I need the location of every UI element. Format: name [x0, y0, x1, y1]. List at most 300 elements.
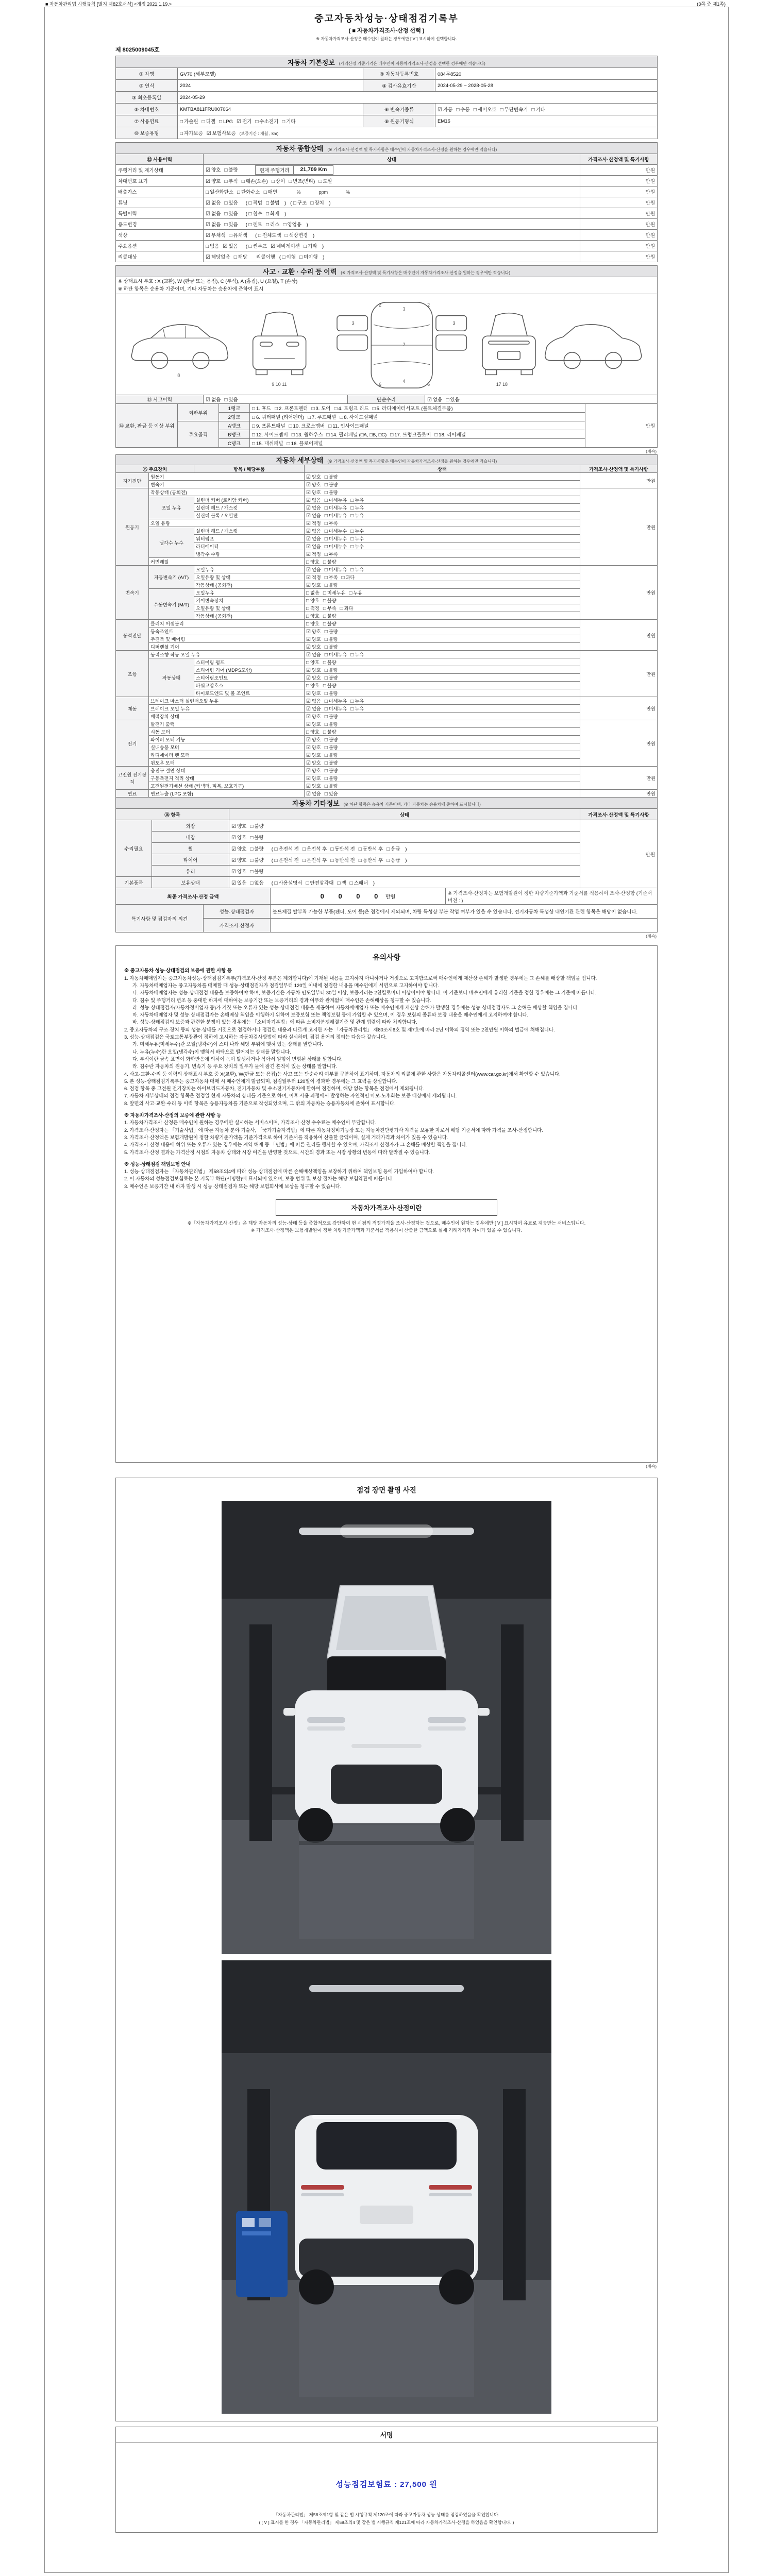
notice-line: 가. 미세누유(미세누수)란 오일(냉각수)이 스며 나와 해당 부위에 맺혀 있는 상태를 말합니다.: [132, 1041, 323, 1047]
checkbox-icon: □: [324, 513, 328, 519]
group-label: 제동: [116, 697, 149, 720]
checkbox-option: □ 불량: [324, 714, 338, 720]
checkbox-option: □ 불량: [324, 722, 338, 728]
checkbox-option: □ 구조: [293, 200, 307, 206]
checkbox-icon: □: [303, 244, 307, 249]
row-label: 주행거리 및 계기상태: [116, 165, 204, 176]
checkbox-option: □ 불량: [324, 668, 338, 674]
checkbox-option: □ 17. 트렁크플로어: [390, 432, 431, 438]
checkbox-icon: □: [350, 544, 354, 550]
checkbox-option: □ 5. 라디에이터서포트 (볼트체결부품): [372, 406, 453, 412]
row-label: 오일누유: [194, 566, 305, 573]
checkbox-icon: □: [324, 753, 328, 759]
checkbox-option: ☑ 양호: [231, 823, 247, 829]
checkbox-option: □ 3. 도어: [311, 406, 331, 412]
row-label: 용도변경: [116, 219, 204, 230]
checkbox-icon: □: [350, 652, 354, 658]
checkbox-icon: □: [358, 857, 362, 863]
row-label: 스티어링조인트: [194, 674, 305, 682]
group-label: 조향: [116, 651, 149, 697]
checkbox-icon: □: [326, 432, 330, 438]
row-label: 변속기: [149, 481, 305, 488]
checkbox-icon: ☑: [306, 722, 311, 728]
options-cell: [305, 759, 580, 767]
checkbox-icon: □: [282, 255, 285, 260]
checkbox-icon: ☑: [306, 536, 311, 543]
checkbox-icon: □: [324, 490, 328, 496]
options-cell: [305, 682, 580, 689]
options-cell: [305, 728, 580, 736]
continued-marker: (계속): [646, 1464, 657, 1469]
checkbox-icon: □: [274, 857, 278, 863]
checkbox-option: ☑ 없음: [306, 706, 321, 713]
checkbox-icon: □: [293, 200, 297, 206]
checkbox-icon: □: [324, 575, 328, 581]
checkbox-icon: □: [306, 598, 310, 604]
checkbox-icon: □: [250, 846, 254, 852]
row-label: ⑬ 사고이력: [116, 395, 204, 404]
signature-statement: ( [ V ] 표시를 한 경우 「자동차관리법」 제58조의4 및 같은 법 시행규칙 제121조에 따라 자동차가격조사·산정을 하였음을 확인합니다. ): [259, 2520, 514, 2526]
checkbox-option: □ 응급: [386, 846, 400, 852]
checkbox-icon: ☑: [306, 505, 311, 512]
field-value: 084무8520: [435, 68, 658, 80]
document-title: 중고자동차성능·상태점검기록부: [314, 13, 459, 24]
checkbox-icon: □: [473, 107, 477, 113]
document-title-note: ※ 자동차가격조사·산정은 매수인이 원하는 경우에만 [ V ] 표시하여 선택합니다.: [316, 37, 457, 41]
col-header: 상태: [204, 154, 580, 165]
field-value: 2024: [178, 80, 363, 92]
checkbox-option: □ 불량: [250, 857, 264, 863]
checkbox-icon: □: [323, 614, 326, 620]
options-cell: [204, 197, 580, 208]
checkbox-icon: ☑: [306, 490, 311, 496]
checkbox-option: □ 양호: [306, 730, 320, 736]
checkbox-option: □ 동반석 전: [330, 857, 355, 863]
options-cell: [204, 165, 580, 176]
row-label: 타이로드엔드 및 볼 조인트: [194, 689, 305, 697]
checkbox-option: ☑ 양호: [306, 737, 321, 743]
row-label: 튜닝: [116, 197, 204, 208]
checkbox-option: □ 7. 루프패널: [308, 415, 337, 421]
row-label: 라디에이터: [194, 543, 305, 550]
checkbox-option: □ 미세누유: [324, 567, 347, 573]
checkbox-icon: □: [324, 544, 328, 550]
field-value: GV70 (세부모델): [178, 68, 363, 80]
checkbox-option: □ 렌트: [248, 222, 262, 228]
checkbox-icon: □: [274, 846, 278, 852]
checkbox-option: □ 불량: [324, 691, 338, 697]
checkbox-icon: ☑: [306, 583, 311, 589]
options-cell: [305, 550, 580, 558]
price-cell: 만원: [580, 197, 658, 208]
checkbox-option: □ 미세누유: [324, 498, 347, 504]
checkbox-icon: □: [324, 784, 328, 790]
checkbox-icon: □: [306, 683, 310, 689]
row-label: 브레이크 오일 누유: [149, 705, 305, 713]
checkbox-icon: □: [324, 552, 328, 558]
row-label: 추진축 및 베어링: [149, 635, 305, 643]
checkbox-option: □ 세미오토: [473, 107, 497, 113]
checkbox-icon: □: [255, 119, 259, 125]
options-cell: [305, 566, 580, 573]
row-label: 특별이력: [116, 208, 204, 219]
checkbox-icon: □: [324, 505, 328, 512]
notice-line: 1. 자동차매매업자는 중고자동차성능·상태점검기록부(가격조사·산정 부분은 제외합니다)에 기재된 내용을 고지하지 아니하거나 거짓으로 고지함으로써 매수인에게 재산상 손해가 발생한 경우에는 그 손해를 배상할 책임을 집니다.: [124, 975, 597, 981]
options-cell: [305, 597, 580, 604]
sub-label: 오일 누유: [149, 496, 194, 519]
checkbox-option: ☑ 없음: [306, 652, 321, 658]
checkbox-icon: □: [350, 536, 354, 543]
checkbox-option: ☑ 양호: [306, 760, 321, 767]
checkbox-icon: ☑: [306, 706, 311, 713]
checkbox-icon: ☑: [306, 675, 311, 682]
signature-section: [115, 2427, 658, 2533]
checkbox-icon: □: [324, 768, 328, 774]
checkbox-icon: ☑: [306, 784, 311, 790]
checkbox-option: ☑ 양호: [306, 637, 321, 643]
options-cell: [305, 658, 580, 666]
odometer-box: 현재 주행거리 21,709 Km: [255, 165, 334, 175]
checkbox-option: □ 자가보증: [180, 131, 203, 137]
checkbox-option: ☑ 있음: [231, 880, 247, 886]
checkbox-icon: □: [337, 880, 341, 886]
price-cell: 만원: [585, 404, 658, 448]
emission-values: % ppm %: [285, 190, 350, 195]
field-label: ⑩ 보증유형: [116, 127, 178, 139]
checkbox-option: □ 불량: [324, 629, 338, 635]
options-cell: [305, 635, 580, 643]
price-cell: 만원: [580, 697, 657, 720]
group-label: 외판부위: [178, 404, 219, 421]
price-cell: 만원: [580, 767, 657, 790]
notice-line: 1. 자동차가격조사·산정은 매수인이 원하는 경우에만 실시하는 서비스이며, 가격조사·산정 수수료는 매수인이 부담합니다.: [124, 1120, 377, 1126]
checkbox-icon: □: [265, 211, 269, 217]
checkbox-icon: ☑: [306, 699, 311, 705]
checkbox-icon: □: [350, 505, 354, 512]
row-label: 주요옵션: [116, 241, 204, 251]
checkbox-icon: □: [229, 233, 232, 239]
field-value: KMTBA811FRU007064: [178, 104, 363, 115]
checkbox-option: □ 리스: [265, 222, 280, 228]
group-label: 변속기: [116, 566, 149, 620]
checkbox-icon: □: [324, 791, 328, 798]
checkbox-option: □ 불법: [265, 200, 280, 206]
checkbox-option: ☑ 적정: [306, 575, 321, 581]
options-cell: [250, 413, 585, 421]
options-cell: [204, 219, 580, 230]
field-label: ② 연식: [116, 80, 178, 92]
final-price-value: 0 0 0 0 만원: [271, 888, 446, 905]
notice-line: ※ 자동차가격조사·산정의 보증에 관한 사항 등: [124, 1112, 222, 1118]
checkbox-option: □ 스패너: [349, 880, 368, 886]
checkbox-icon: ☑: [306, 791, 311, 798]
sub-label: 냉각수 누수: [149, 527, 194, 558]
checkbox-icon: ☑: [438, 107, 442, 113]
price-cell: 만원: [580, 820, 657, 888]
checkbox-option: ☑ 양호: [231, 835, 247, 841]
checkbox-icon: ☑: [306, 513, 311, 519]
checkbox-option: □ 양호: [306, 683, 320, 689]
row-label: 외장: [152, 820, 229, 832]
checkbox-option: □ 불량: [324, 675, 338, 682]
notice-line: 2. 중고자동차의 구조·장치 등의 성능·상태를 거짓으로 점검하거나 점검한 내용과 다르게 고지한 자는 「자동차관리법」 제80조제6호 및 제7호에 따라 2년 이하의 징역 또는 2천만원 이하의 벌금에 처해집니다.: [124, 1026, 555, 1032]
checkbox-option: □ 불량: [224, 167, 238, 173]
price-cell: 만원: [580, 720, 657, 767]
options-cell: [204, 241, 580, 251]
checkbox-option: □ 양호: [306, 598, 320, 604]
checkbox-icon: □: [306, 621, 310, 628]
options-cell: [305, 612, 580, 620]
checkbox-option: □ 미세누수: [324, 529, 347, 535]
checkbox-icon: □: [252, 441, 256, 447]
checkbox-option: ☑ 없음: [306, 513, 321, 519]
sub-label: 수동변속기 (M/T): [149, 589, 194, 620]
checkbox-option: □ 불량: [324, 784, 338, 790]
checkbox-option: ☑ 해당없음: [206, 255, 230, 260]
options-cell: [305, 790, 580, 798]
page-number: (3쪽 중 제1쪽): [697, 2, 726, 7]
checkbox-option: □ 누유: [350, 652, 364, 658]
checkbox-icon: □: [324, 536, 328, 543]
checkbox-icon: ☑: [306, 567, 311, 573]
checkbox-option: ☑ 양호: [206, 179, 221, 184]
row-label: 스티어링 기어 (MDPS포함): [194, 666, 305, 674]
checkbox-option: □ 미세누수: [324, 536, 347, 543]
checkbox-option: □ 기타: [282, 119, 296, 125]
checkbox-icon: ☑: [206, 255, 210, 260]
price-cell: 만원: [580, 230, 658, 241]
checkbox-icon: □: [324, 745, 328, 751]
price-definition-box: 자동차가격조사·산정이란: [276, 1199, 497, 1216]
checkbox-option: □ 운전석 후: [302, 846, 327, 852]
checkbox-option: ☑ 적정: [306, 521, 321, 527]
checkbox-icon: □: [180, 119, 183, 125]
options-cell: [305, 713, 580, 720]
checkbox-option: □ 부족: [324, 552, 338, 558]
checkbox-icon: □: [324, 722, 328, 728]
price-cell: 만원: [580, 219, 658, 230]
checkbox-option: □ 9. 프론트패널: [252, 423, 285, 430]
field-value: 2024-05-29: [178, 92, 658, 104]
checkbox-option: □ 운전석 전: [274, 846, 299, 852]
checkbox-option: □ 누유: [350, 505, 364, 512]
continued-marker: (계속): [646, 934, 657, 939]
options-cell: [305, 689, 580, 697]
options-cell: [305, 705, 580, 713]
checkbox-option: □ 동반석 전: [330, 846, 355, 852]
checkbox-option: ☑ 양호: [306, 482, 321, 488]
checkbox-icon: □: [324, 760, 328, 767]
svg-text:1: 1: [402, 307, 406, 312]
row-label: 리콜대상: [116, 251, 204, 262]
checkbox-icon: □: [323, 683, 326, 689]
notice-line: 다. 부식이란 금속 표면이 화학반응에 의하여 녹이 발생하거나 삭아서 원형이 변형된 상태를 말합니다.: [132, 1056, 343, 1062]
checkbox-icon: □: [306, 730, 310, 736]
checkbox-icon: □: [434, 432, 438, 438]
checkbox-icon: □: [282, 119, 285, 125]
notice-line: 다. 침수 및 주행거리 변조 등 중대한 하자에 대하여는 보증기간 또는 보증거리의 경과 여부와 관계없이 매수인은 손해배상을 청구할 수 있습니다.: [132, 997, 431, 1003]
checkbox-option: □ 불량: [323, 614, 337, 620]
checkbox-icon: □: [224, 200, 228, 206]
checkbox-option: ☑ 양호: [306, 645, 321, 651]
row-label: 작동상태 (공회전): [194, 581, 305, 589]
price-cell: 만원: [580, 251, 658, 262]
options-cell: [305, 666, 580, 674]
options-cell: [305, 674, 580, 682]
checkbox-option: □ 유채색: [229, 233, 248, 239]
checkbox-option: □ 무단변속기: [500, 107, 528, 113]
price-cell: 만원: [580, 176, 658, 187]
checkbox-option: □ 없음: [306, 590, 320, 597]
group-label: 주요골격: [178, 421, 219, 448]
rank-label: 2랭크: [219, 413, 250, 421]
checkbox-option: ☑ 양호: [231, 869, 247, 875]
checkbox-icon: □: [324, 498, 328, 504]
checkbox-option: □ 불량: [324, 474, 338, 481]
checkbox-option: ☑ 전기: [237, 119, 252, 125]
checkbox-option: □ 미세누유: [324, 513, 347, 519]
row-label: 실린더 헤드 / 개스킷: [194, 527, 305, 535]
rank-label: C랭크: [219, 439, 250, 448]
checkbox-option: ☑ 없음: [306, 544, 321, 550]
options-cell: [250, 430, 585, 439]
checkbox-icon: □: [531, 107, 535, 113]
checkbox-option: □ 안전삼각대: [306, 880, 334, 886]
price-cell: 만원: [580, 165, 658, 176]
checkbox-option: ☑ 양호: [306, 675, 321, 682]
options-cell: [178, 115, 363, 127]
checkbox-icon: ☑: [231, 835, 236, 841]
checkbox-icon: □: [324, 645, 328, 651]
checkbox-icon: □: [350, 699, 354, 705]
checkbox-icon: ☑: [231, 823, 236, 829]
checkbox-icon: □: [237, 190, 240, 195]
document-number: 제 8025009045호: [115, 47, 160, 53]
row-label: 디퍼렌셜 기어: [149, 643, 305, 651]
notice-line: 가. 자동차매매업자는 중고자동차를 매매할 때 성능·상태점검자가 점검일부터 120일 이내에 점검한 내용을 매수인에게 서면으로 고지하여야 합니다.: [132, 982, 439, 988]
checkbox-icon: ☑: [237, 119, 242, 125]
other-info-table: [115, 797, 658, 888]
checkbox-icon: □: [324, 675, 328, 682]
checkbox-icon: □: [201, 119, 205, 125]
checkbox-icon: ☑: [306, 668, 311, 674]
checkbox-icon: ☑: [306, 575, 311, 581]
checkbox-option: □ 수동: [456, 107, 470, 113]
rank-label: 1랭크: [219, 404, 250, 413]
price-cell: 만원: [580, 620, 657, 651]
checkbox-icon: □: [252, 406, 256, 412]
checkbox-icon: □: [324, 629, 328, 635]
row-label: 냉각수 수량: [194, 550, 305, 558]
checkbox-icon: □: [306, 660, 310, 666]
notice-section: [115, 945, 658, 1463]
checkbox-option: □ 있음: [224, 211, 238, 217]
checkbox-option: □ 미세누유: [324, 699, 347, 705]
checkbox-option: □ 있음: [446, 397, 460, 403]
inspection-photo-front: [222, 1501, 551, 1954]
checkbox-icon: ☑: [306, 745, 311, 751]
photo-section: [115, 1478, 658, 2421]
checkbox-icon: □: [358, 846, 362, 852]
row-label: 커먼레일: [149, 558, 305, 566]
options-cell: [305, 720, 580, 728]
row-label: 원동기: [149, 473, 305, 481]
checkbox-option: □ 동반석 후: [358, 846, 383, 852]
checkbox-icon: □: [283, 222, 287, 228]
checkbox-option: ☑ 없음: [306, 536, 321, 543]
checkbox-option: ☑ 양호: [306, 768, 321, 774]
svg-text:6: 6: [379, 382, 382, 387]
checkbox-option: □ 불량: [324, 745, 338, 751]
checkbox-option: ☑ 없음: [206, 211, 221, 217]
checkbox-option: □ 미세누유: [323, 590, 346, 597]
checkbox-icon: ☑: [306, 768, 311, 774]
checkbox-icon: □: [302, 857, 306, 863]
options-cell: [305, 573, 580, 581]
checkbox-option: ☑ 보험사보증: [206, 131, 236, 137]
checkbox-icon: □: [324, 583, 328, 589]
field-label: ⑦ 사용연료: [116, 115, 178, 127]
svg-text:6: 6: [427, 382, 430, 387]
options-cell: [305, 743, 580, 751]
checkbox-option: □ 미세누수: [324, 544, 347, 550]
price-cell: 만원: [580, 651, 657, 697]
checkbox-icon: ☑: [231, 880, 236, 886]
checkbox-icon: □: [390, 432, 394, 438]
checkbox-option: □ 색상변경: [284, 233, 308, 239]
checkbox-option: ☑ 양호: [306, 583, 321, 589]
section-title: 자동차 세부상태 (※ 가격조사·산정액 및 특기사항은 매수인이 자동차가격조사·산정을 원하는 경우에만 적습니다): [116, 455, 658, 465]
checkbox-icon: □: [323, 590, 326, 597]
checkbox-option: □ 없음: [206, 244, 220, 249]
checkbox-icon: □: [248, 222, 252, 228]
row-label: 브레이크 마스터 실린더오일 누유: [149, 697, 305, 705]
options-cell: ☑ 해당없음 □ 해당 리콜이행 ( □ 이행 □ 미이행 ): [204, 251, 580, 262]
checkbox-icon: □: [306, 614, 310, 620]
checkbox-option: □ 있음: [324, 791, 338, 798]
group-label: 전기: [116, 720, 149, 767]
checkbox-option: ☑ 없음: [306, 791, 321, 798]
checkbox-option: □ 있음: [224, 200, 238, 206]
svg-text:2: 2: [427, 302, 430, 308]
checkbox-option: □ 불량: [323, 598, 337, 604]
options-cell: [305, 535, 580, 543]
checkbox-icon: □: [265, 200, 269, 206]
vehicle-diagram-cell: [116, 294, 658, 395]
row-label: 발전기 출력: [149, 720, 305, 728]
checkbox-option: □ 15. 대쉬패널: [252, 441, 283, 447]
options-cell: [229, 877, 580, 888]
row-label: 스티어링 펌프: [194, 658, 305, 666]
col-header: ⑯ 항목: [116, 809, 229, 820]
row-label: 색상: [116, 230, 204, 241]
options-cell: [204, 176, 580, 187]
checkbox-option: □ 누수: [350, 536, 364, 543]
row-label: 유리: [152, 866, 229, 877]
checkbox-option: □ 부족: [324, 521, 338, 527]
row-label: 워터펌프: [194, 535, 305, 543]
checkbox-icon: □: [274, 406, 278, 412]
checkbox-option: □ 불량: [324, 776, 338, 782]
checkbox-option: □ 장치: [310, 200, 324, 206]
checkbox-option: □ 영업용: [283, 222, 301, 228]
photo-section-title: 점검 장면 촬영 사진: [357, 1486, 416, 1495]
col-header: 항목 / 해당부품: [194, 465, 305, 473]
checkbox-option: ☑ 양호: [306, 745, 321, 751]
checkbox-icon: ☑: [306, 521, 311, 527]
price-cell: 만원: [580, 473, 657, 488]
options-cell: [204, 187, 580, 197]
